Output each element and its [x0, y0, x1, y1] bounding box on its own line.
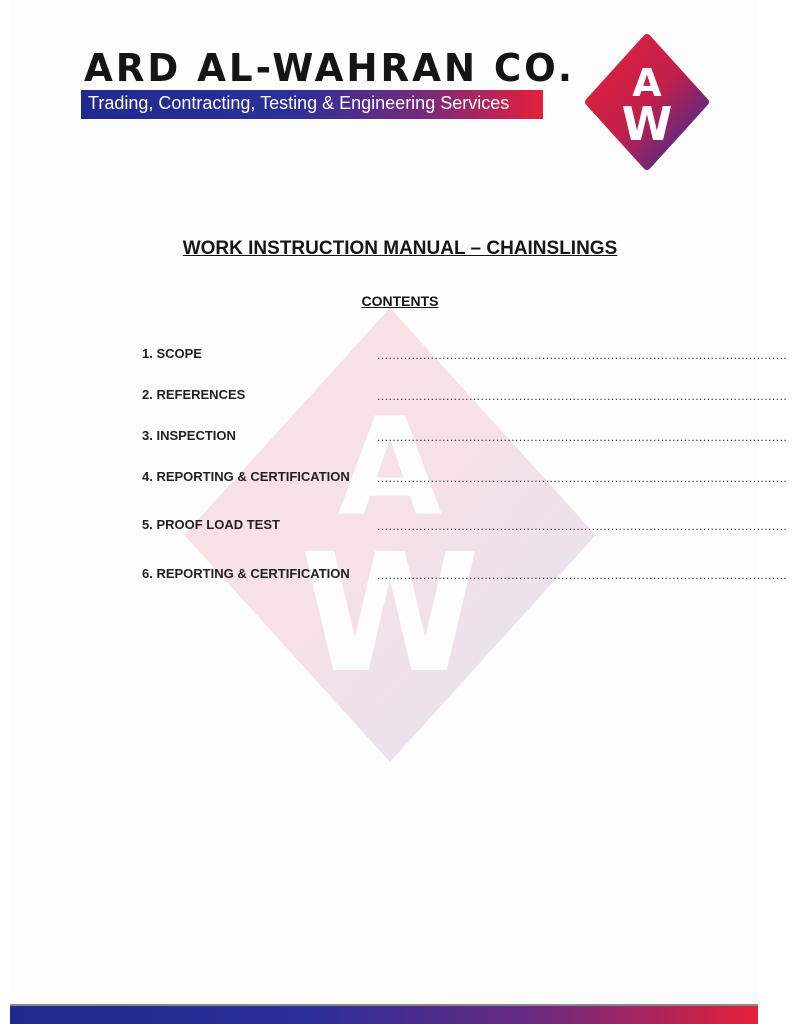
toc-item-label: 1. SCOPE [142, 346, 202, 361]
toc-item-label: 6. REPORTING & CERTIFICATION [142, 566, 350, 581]
toc-leader-dots: ........................................................................................................... [377, 348, 788, 362]
toc-item-label: 4. REPORTING & CERTIFICATION [142, 469, 350, 484]
company-name: ARD AL-WAHRAN CO. [84, 46, 576, 90]
toc-item-reporting-certification [142, 469, 788, 487]
toc-leader-dots: ........................................................................................................... [377, 430, 788, 444]
company-tagline: Trading, Contracting, Testing & Engineering Services [88, 93, 510, 113]
footer-banner [10, 1006, 758, 1024]
toc-item-proof-load-test [142, 517, 788, 535]
toc-leader-dots: ........................................................................................................... [377, 471, 788, 485]
toc-leader-dots: ........................................................................................................... [377, 389, 788, 403]
contents-heading: CONTENTS [361, 293, 439, 309]
toc-item-reporting-certification-2 [142, 566, 788, 584]
toc-leader-dots: ........................................................................................................... [377, 519, 788, 533]
logo-letter-bottom: W [621, 97, 673, 151]
company-logo [585, 36, 709, 168]
logo-letter-top: A [632, 61, 662, 105]
toc-item-references [142, 387, 788, 405]
toc-item-scope [142, 346, 788, 364]
toc-item-label: 3. INSPECTION [142, 428, 236, 443]
toc-leader-dots: ........................................................................................................... [377, 568, 788, 582]
toc-item-label: 5. PROOF LOAD TEST [142, 517, 280, 532]
toc-item-label: 2. REFERENCES [142, 387, 246, 402]
document-title: WORK INSTRUCTION MANUAL – CHAINSLINGS [182, 238, 618, 259]
tagline-banner [81, 90, 543, 119]
toc-item-inspection [142, 428, 788, 446]
